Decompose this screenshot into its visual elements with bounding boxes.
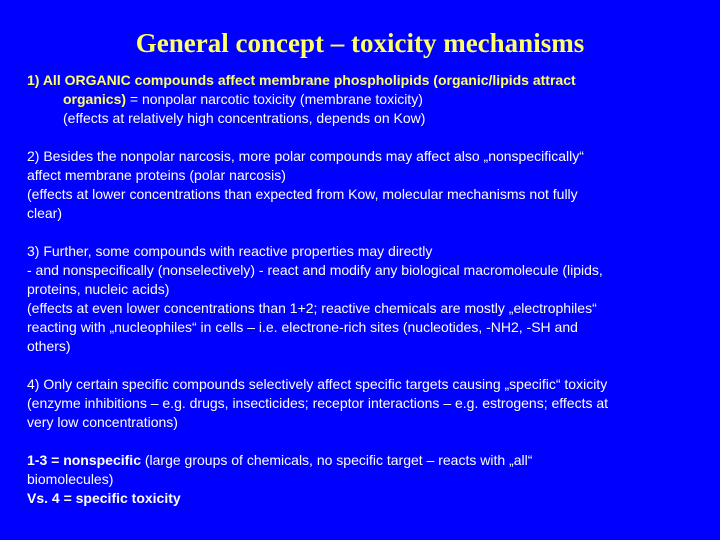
paragraph-specific-toxicity <box>27 375 707 432</box>
p3-line6: others) <box>27 338 71 354</box>
p1-line3: (effects at relatively high concentrations, depends on Kow) <box>63 110 426 126</box>
p3-line2: - and nonspecifically (nonselectively) - react and modify any biological macromolecule (lipids, <box>27 262 603 278</box>
p3-line1: 3) Further, some compounds with reactive properties may directly <box>27 243 433 259</box>
p1-line2 <box>27 90 707 109</box>
p4-line2: (enzyme inhibitions – e.g. drugs, insecticides; receptor interactions – e.g. estrogens; effects at <box>27 395 609 411</box>
p2-line1: 2) Besides the nonpolar narcosis, more polar compounds may affect also „nonspecifically“ <box>27 148 584 164</box>
paragraph-nonpolar-narcosis <box>27 71 707 128</box>
paragraph-reactive-toxicity <box>27 242 707 356</box>
paragraph-polar-narcosis <box>27 147 707 223</box>
p1-line2-rest: = nonpolar narcotic toxicity (membrane toxicity) <box>126 91 423 107</box>
p2-line2: affect membrane proteins (polar narcosis) <box>27 167 286 183</box>
p5-line3: Vs. 4 = specific toxicity <box>27 490 181 506</box>
p3-line5: reacting with „nucleophiles“ in cells – i.e. electrone-rich sites (nucleotides, -NH2, -SH and <box>27 319 578 335</box>
p3-line4: (effects at even lower concentrations than 1+2; reactive chemicals are mostly „electrophiles“ <box>27 300 597 316</box>
p5-line1-bold: 1-3 = nonspecific <box>27 452 141 468</box>
p3-line3: proteins, nucleic acids) <box>27 281 170 297</box>
p5-line2: biomolecules) <box>27 471 114 487</box>
slide-content <box>27 71 707 527</box>
p2-line3: (effects at lower concentrations than expected from Kow, molecular mechanisms not fully <box>27 186 578 202</box>
p4-line3: very low concentrations) <box>27 414 178 430</box>
p5-line1 <box>27 451 707 470</box>
p5-line1-rest: (large groups of chemicals, no specific target – reacts with „all“ <box>140 452 533 468</box>
p1-line2-bold: organics) <box>63 91 127 107</box>
slide-title: General concept – toxicity mechanisms <box>135 28 585 58</box>
p2-line4: clear) <box>27 205 63 221</box>
p4-line1: 4) Only certain specific compounds selectively affect specific targets causing „specific“ toxicity <box>27 376 608 392</box>
p1-line1: 1) All ORGANIC compounds affect membrane phospholipids (organic/lipids attract <box>27 72 576 88</box>
paragraph-summary <box>27 451 707 508</box>
